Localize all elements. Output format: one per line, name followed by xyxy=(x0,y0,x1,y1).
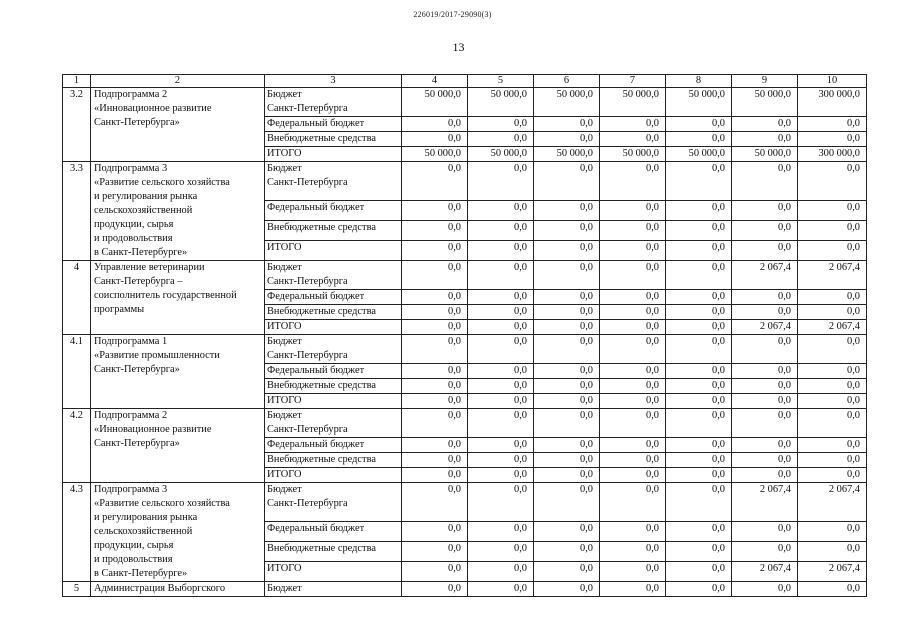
amount-cell: 0,0 xyxy=(798,240,867,260)
amount-cell: 0,0 xyxy=(468,438,534,453)
amount-cell: 0,0 xyxy=(600,561,666,581)
funding-source: Федеральный бюджет xyxy=(265,290,402,305)
amount-cell: 0,0 xyxy=(732,582,798,597)
amount-cell: 2 067,4 xyxy=(732,261,798,290)
funding-source: Бюджет Санкт-Петербурга xyxy=(265,483,402,522)
amount-cell: 0,0 xyxy=(402,320,468,335)
amount-cell: 0,0 xyxy=(666,379,732,394)
amount-cell: 0,0 xyxy=(468,453,534,468)
amount-cell: 50 000,0 xyxy=(666,147,732,162)
amount-cell: 0,0 xyxy=(600,582,666,597)
amount-cell: 300 000,0 xyxy=(798,88,867,117)
amount-cell: 0,0 xyxy=(402,200,468,220)
amount-cell: 2 067,4 xyxy=(732,561,798,581)
amount-cell: 0,0 xyxy=(468,261,534,290)
amount-cell: 0,0 xyxy=(732,162,798,201)
amount-cell: 0,0 xyxy=(468,220,534,240)
amount-cell: 0,0 xyxy=(534,290,600,305)
amount-cell: 0,0 xyxy=(732,541,798,561)
amount-cell: 0,0 xyxy=(468,162,534,201)
amount-cell: 0,0 xyxy=(468,305,534,320)
amount-cell: 0,0 xyxy=(732,305,798,320)
amount-cell: 0,0 xyxy=(798,335,867,364)
amount-cell: 2 067,4 xyxy=(732,483,798,522)
amount-cell: 0,0 xyxy=(798,305,867,320)
amount-cell: 0,0 xyxy=(732,409,798,438)
table-row xyxy=(63,483,867,522)
funding-source: ИТОГО xyxy=(265,147,402,162)
program-description: Подпрограмма 2 «Инновационное развитие Санкт-Петербурга» xyxy=(91,409,265,483)
funding-source: ИТОГО xyxy=(265,320,402,335)
amount-cell: 0,0 xyxy=(534,335,600,364)
program-description: Подпрограмма 2 «Инновационное развитие Санкт-Петербурга» xyxy=(91,88,265,162)
amount-cell: 0,0 xyxy=(798,438,867,453)
amount-cell: 0,0 xyxy=(402,379,468,394)
row-index: 4.1 xyxy=(63,335,91,409)
amount-cell: 0,0 xyxy=(666,541,732,561)
funding-source: Федеральный бюджет xyxy=(265,200,402,220)
amount-cell: 0,0 xyxy=(402,220,468,240)
amount-cell: 0,0 xyxy=(534,132,600,147)
amount-cell: 2 067,4 xyxy=(798,261,867,290)
amount-cell: 0,0 xyxy=(600,335,666,364)
amount-cell: 0,0 xyxy=(666,200,732,220)
amount-cell: 0,0 xyxy=(534,364,600,379)
amount-cell: 0,0 xyxy=(468,521,534,541)
amount-cell: 0,0 xyxy=(798,220,867,240)
funding-source: Бюджет Санкт-Петербурга xyxy=(265,88,402,117)
amount-cell: 0,0 xyxy=(666,409,732,438)
amount-cell: 0,0 xyxy=(402,561,468,581)
amount-cell: 0,0 xyxy=(666,162,732,201)
amount-cell: 0,0 xyxy=(402,521,468,541)
amount-cell: 0,0 xyxy=(666,438,732,453)
row-index: 3.3 xyxy=(63,162,91,261)
amount-cell: 0,0 xyxy=(732,220,798,240)
program-description: Управление ветеринарии Санкт-Петербурга – соисполнитель государственной программы xyxy=(91,261,265,335)
amount-cell: 0,0 xyxy=(534,240,600,260)
funding-source: Внебюджетные средства xyxy=(265,305,402,320)
amount-cell: 0,0 xyxy=(468,320,534,335)
amount-cell: 0,0 xyxy=(468,200,534,220)
funding-source: Бюджет xyxy=(265,582,402,597)
amount-cell: 0,0 xyxy=(798,521,867,541)
funding-source: Внебюджетные средства xyxy=(265,220,402,240)
row-index: 4.3 xyxy=(63,483,91,582)
amount-cell: 0,0 xyxy=(732,453,798,468)
column-header: 8 xyxy=(666,75,732,88)
funding-source: Федеральный бюджет xyxy=(265,117,402,132)
amount-cell: 0,0 xyxy=(798,200,867,220)
amount-cell: 0,0 xyxy=(534,200,600,220)
amount-cell: 0,0 xyxy=(600,200,666,220)
amount-cell: 0,0 xyxy=(600,394,666,409)
amount-cell: 0,0 xyxy=(534,541,600,561)
amount-cell: 0,0 xyxy=(666,453,732,468)
document-id: 226019/2017-29090(3) xyxy=(413,10,492,19)
amount-cell: 0,0 xyxy=(732,132,798,147)
amount-cell: 0,0 xyxy=(666,582,732,597)
column-header: 10 xyxy=(798,75,867,88)
amount-cell: 0,0 xyxy=(534,468,600,483)
amount-cell: 0,0 xyxy=(666,394,732,409)
amount-cell: 0,0 xyxy=(468,132,534,147)
amount-cell: 0,0 xyxy=(732,240,798,260)
amount-cell: 0,0 xyxy=(798,132,867,147)
amount-cell: 0,0 xyxy=(600,541,666,561)
amount-cell: 0,0 xyxy=(534,521,600,541)
amount-cell: 0,0 xyxy=(798,290,867,305)
amount-cell: 0,0 xyxy=(600,220,666,240)
amount-cell: 0,0 xyxy=(402,364,468,379)
amount-cell: 0,0 xyxy=(534,483,600,522)
amount-cell: 2 067,4 xyxy=(798,483,867,522)
amount-cell: 0,0 xyxy=(600,261,666,290)
amount-cell: 0,0 xyxy=(402,438,468,453)
table-row xyxy=(63,162,867,201)
amount-cell: 50 000,0 xyxy=(732,147,798,162)
table-row xyxy=(63,409,867,438)
amount-cell: 0,0 xyxy=(798,364,867,379)
budget-table xyxy=(62,74,867,597)
amount-cell: 0,0 xyxy=(534,379,600,394)
amount-cell: 0,0 xyxy=(402,335,468,364)
amount-cell: 0,0 xyxy=(666,561,732,581)
amount-cell: 0,0 xyxy=(666,117,732,132)
amount-cell: 0,0 xyxy=(600,117,666,132)
funding-source: Федеральный бюджет xyxy=(265,364,402,379)
funding-source: Внебюджетные средства xyxy=(265,379,402,394)
amount-cell: 0,0 xyxy=(534,320,600,335)
amount-cell: 0,0 xyxy=(666,364,732,379)
amount-cell: 50 000,0 xyxy=(534,147,600,162)
amount-cell: 0,0 xyxy=(600,468,666,483)
funding-source: Внебюджетные средства xyxy=(265,132,402,147)
table-row xyxy=(63,88,867,117)
amount-cell: 0,0 xyxy=(600,483,666,522)
amount-cell: 0,0 xyxy=(732,117,798,132)
amount-cell: 0,0 xyxy=(666,483,732,522)
amount-cell: 0,0 xyxy=(600,379,666,394)
column-header: 6 xyxy=(534,75,600,88)
amount-cell: 0,0 xyxy=(600,132,666,147)
amount-cell: 0,0 xyxy=(534,582,600,597)
amount-cell: 0,0 xyxy=(402,453,468,468)
amount-cell: 0,0 xyxy=(600,521,666,541)
amount-cell: 0,0 xyxy=(600,305,666,320)
amount-cell: 0,0 xyxy=(534,394,600,409)
amount-cell: 50 000,0 xyxy=(666,88,732,117)
amount-cell: 0,0 xyxy=(468,561,534,581)
amount-cell: 0,0 xyxy=(798,582,867,597)
column-header: 2 xyxy=(91,75,265,88)
amount-cell: 0,0 xyxy=(798,468,867,483)
column-header: 4 xyxy=(402,75,468,88)
program-description: Подпрограмма 3 «Развитие сельского хозяйства и регулирования рынка сельскохозяйственной продукции, сырья и продовольствия в Санкт-Петербурге» xyxy=(91,483,265,582)
amount-cell: 0,0 xyxy=(732,394,798,409)
amount-cell: 0,0 xyxy=(666,290,732,305)
page-number: 13 xyxy=(452,40,465,54)
amount-cell: 0,0 xyxy=(468,468,534,483)
funding-source: Федеральный бюджет xyxy=(265,438,402,453)
program-description: Подпрограмма 3 «Развитие сельского хозяйства и регулирования рынка сельскохозяйственной продукции, сырья и продовольствия в Санкт-Петербурге» xyxy=(91,162,265,261)
funding-source: ИТОГО xyxy=(265,468,402,483)
amount-cell: 0,0 xyxy=(534,117,600,132)
amount-cell: 0,0 xyxy=(600,409,666,438)
amount-cell: 0,0 xyxy=(666,220,732,240)
table-row xyxy=(63,582,867,597)
amount-cell: 0,0 xyxy=(798,117,867,132)
amount-cell: 0,0 xyxy=(600,162,666,201)
amount-cell: 0,0 xyxy=(468,290,534,305)
amount-cell: 0,0 xyxy=(402,240,468,260)
row-index: 4 xyxy=(63,261,91,335)
amount-cell: 0,0 xyxy=(402,582,468,597)
amount-cell: 0,0 xyxy=(402,394,468,409)
amount-cell: 0,0 xyxy=(534,409,600,438)
amount-cell: 50 000,0 xyxy=(534,88,600,117)
amount-cell: 0,0 xyxy=(534,220,600,240)
amount-cell: 0,0 xyxy=(666,305,732,320)
amount-cell: 0,0 xyxy=(798,453,867,468)
amount-cell: 2 067,4 xyxy=(798,561,867,581)
amount-cell: 0,0 xyxy=(468,240,534,260)
amount-cell: 2 067,4 xyxy=(732,320,798,335)
amount-cell: 50 000,0 xyxy=(468,88,534,117)
amount-cell: 0,0 xyxy=(534,162,600,201)
funding-source: ИТОГО xyxy=(265,394,402,409)
amount-cell: 0,0 xyxy=(600,290,666,305)
amount-cell: 0,0 xyxy=(600,438,666,453)
amount-cell: 0,0 xyxy=(732,438,798,453)
amount-cell: 50 000,0 xyxy=(402,147,468,162)
amount-cell: 0,0 xyxy=(732,379,798,394)
amount-cell: 0,0 xyxy=(402,117,468,132)
amount-cell: 0,0 xyxy=(468,394,534,409)
amount-cell: 0,0 xyxy=(402,483,468,522)
funding-source: ИТОГО xyxy=(265,240,402,260)
funding-source: Федеральный бюджет xyxy=(265,521,402,541)
amount-cell: 0,0 xyxy=(798,162,867,201)
amount-cell: 0,0 xyxy=(798,394,867,409)
amount-cell: 0,0 xyxy=(534,261,600,290)
column-header: 5 xyxy=(468,75,534,88)
amount-cell: 0,0 xyxy=(468,541,534,561)
amount-cell: 0,0 xyxy=(798,379,867,394)
funding-source: Бюджет Санкт-Петербурга xyxy=(265,335,402,364)
row-index: 5 xyxy=(63,582,91,597)
amount-cell: 0,0 xyxy=(798,541,867,561)
program-description: Администрация Выборгского xyxy=(91,582,265,597)
amount-cell: 0,0 xyxy=(468,409,534,438)
row-index: 4.2 xyxy=(63,409,91,483)
program-description: Подпрограмма 1 «Развитие промышленности Санкт-Петербурга» xyxy=(91,335,265,409)
amount-cell: 300 000,0 xyxy=(798,147,867,162)
table-row xyxy=(63,335,867,364)
amount-cell: 0,0 xyxy=(468,335,534,364)
funding-source: Внебюджетные средства xyxy=(265,541,402,561)
amount-cell: 0,0 xyxy=(534,305,600,320)
amount-cell: 0,0 xyxy=(600,453,666,468)
amount-cell: 0,0 xyxy=(402,541,468,561)
amount-cell: 0,0 xyxy=(732,468,798,483)
amount-cell: 50 000,0 xyxy=(600,88,666,117)
amount-cell: 0,0 xyxy=(402,305,468,320)
amount-cell: 0,0 xyxy=(600,320,666,335)
amount-cell: 0,0 xyxy=(666,240,732,260)
amount-cell: 0,0 xyxy=(468,117,534,132)
amount-cell: 0,0 xyxy=(534,453,600,468)
funding-source: Бюджет Санкт-Петербурга xyxy=(265,162,402,201)
funding-source: ИТОГО xyxy=(265,561,402,581)
amount-cell: 0,0 xyxy=(732,200,798,220)
amount-cell: 0,0 xyxy=(468,379,534,394)
amount-cell: 0,0 xyxy=(468,364,534,379)
amount-cell: 0,0 xyxy=(534,561,600,581)
amount-cell: 0,0 xyxy=(402,290,468,305)
amount-cell: 0,0 xyxy=(666,132,732,147)
amount-cell: 50 000,0 xyxy=(468,147,534,162)
amount-cell: 0,0 xyxy=(402,409,468,438)
amount-cell: 50 000,0 xyxy=(732,88,798,117)
amount-cell: 50 000,0 xyxy=(402,88,468,117)
amount-cell: 0,0 xyxy=(468,582,534,597)
amount-cell: 0,0 xyxy=(666,335,732,364)
amount-cell: 0,0 xyxy=(600,364,666,379)
amount-cell: 0,0 xyxy=(732,521,798,541)
amount-cell: 2 067,4 xyxy=(798,320,867,335)
amount-cell: 0,0 xyxy=(402,162,468,201)
amount-cell: 0,0 xyxy=(798,409,867,438)
amount-cell: 50 000,0 xyxy=(600,147,666,162)
amount-cell: 0,0 xyxy=(732,335,798,364)
amount-cell: 0,0 xyxy=(666,261,732,290)
amount-cell: 0,0 xyxy=(468,483,534,522)
amount-cell: 0,0 xyxy=(402,468,468,483)
amount-cell: 0,0 xyxy=(666,320,732,335)
amount-cell: 0,0 xyxy=(402,261,468,290)
amount-cell: 0,0 xyxy=(666,521,732,541)
column-header: 7 xyxy=(600,75,666,88)
amount-cell: 0,0 xyxy=(600,240,666,260)
amount-cell: 0,0 xyxy=(534,438,600,453)
funding-source: Бюджет Санкт-Петербурга xyxy=(265,409,402,438)
table-row xyxy=(63,261,867,290)
amount-cell: 0,0 xyxy=(402,132,468,147)
amount-cell: 0,0 xyxy=(732,290,798,305)
column-header: 9 xyxy=(732,75,798,88)
funding-source: Внебюджетные средства xyxy=(265,453,402,468)
funding-source: Бюджет Санкт-Петербурга xyxy=(265,261,402,290)
amount-cell: 0,0 xyxy=(732,364,798,379)
column-header: 1 xyxy=(63,75,91,88)
row-index: 3.2 xyxy=(63,88,91,162)
column-number-row xyxy=(63,75,867,88)
column-header: 3 xyxy=(265,75,402,88)
amount-cell: 0,0 xyxy=(666,468,732,483)
